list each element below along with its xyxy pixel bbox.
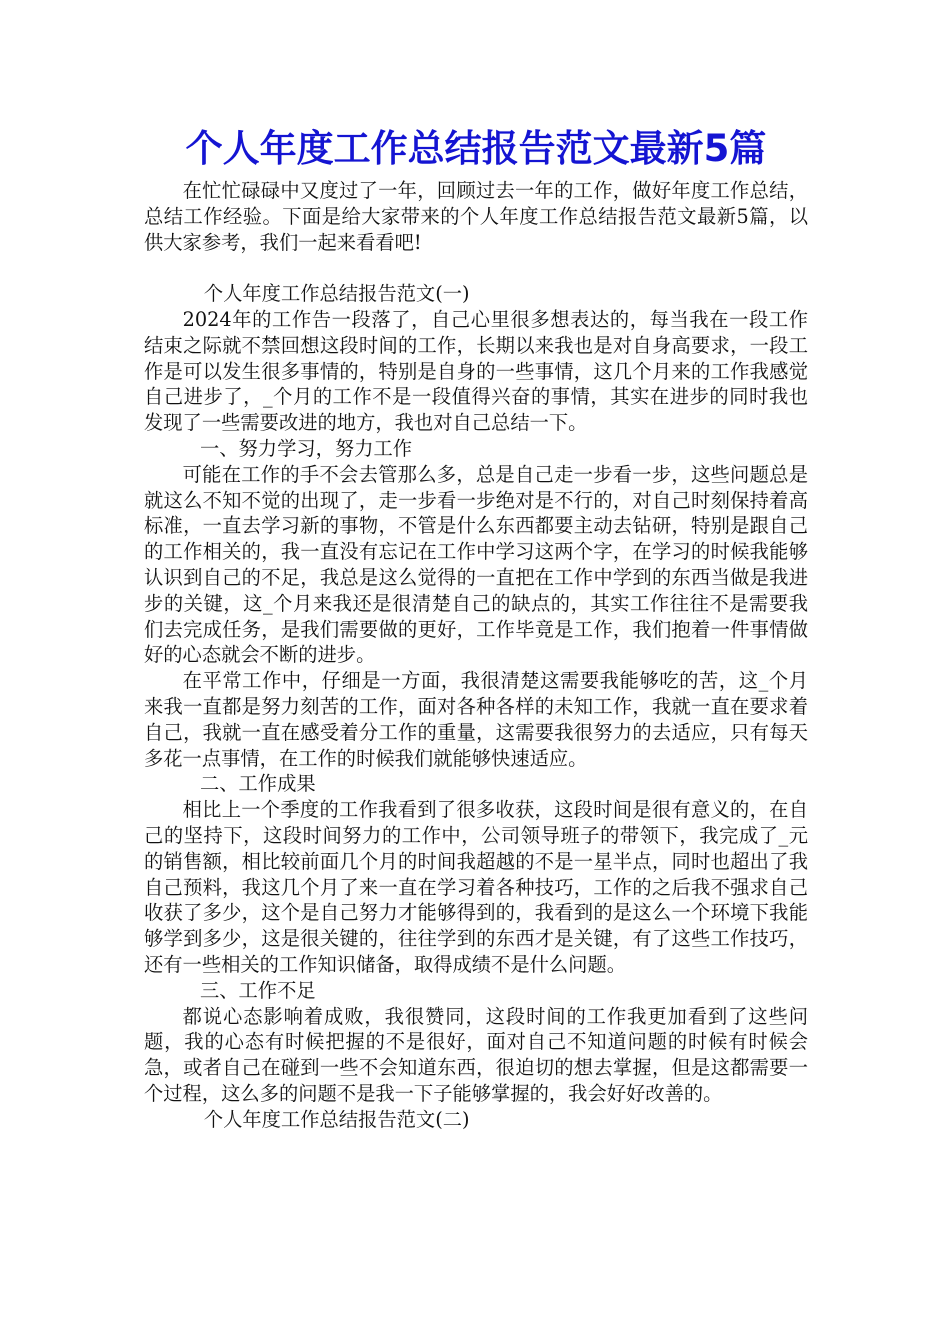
- intro-paragraph: 在忙忙碌碌中又度过了一年，回顾过去一年的工作，做好年度工作总结，总结工作经验。下面是给大家带来的个人年度工作总结报告范文最新5篇，以供大家参考，我们一起来看看吧!: [144, 179, 808, 254]
- paragraph-spacer: [144, 255, 808, 281]
- section-heading-2: 个人年度工作总结报告范文(二): [203, 1107, 470, 1131]
- section-heading-1: 个人年度工作总结报告范文(一): [203, 282, 470, 306]
- subheading-shortcomings: 三、工作不足: [199, 978, 316, 1002]
- section1-paragraph: 2024年的工作告一段落了，自己心里很多想表达的，每当我在一段工作结束之际就不禁回想这段时间的工作，长期以来我也是对自身高要求，一段工作是可以发生很多事情的，特别是自身的一些事情，这几个月来的工作我感觉自己进步了，_个月的工作不是一段值得兴奋的事情，其实在进步的同时我也发现了一些需要改进的地方，我也对自己总结一下。: [144, 307, 808, 435]
- results-paragraph: 相比上一个季度的工作我看到了很多收获，这段时间是很有意义的，在自己的坚持下，这段时间努力的工作中，公司领导班子的带领下，我完成了_元的销售额，相比较前面几个月的时间我超越的不是一星半点，同时也超出了我自己预料，我这几个月了来一直在学习着各种技巧，工作的之后我不强求自己收获了多少，这个是自己努力才能够得到的，我看到的是这么一个环境下我能够学到多少，这是很关键的，往往学到的东西才是关键，有了这些工作技巧，还有一些相关的工作知识储备，取得成绩不是什么问题。: [144, 798, 808, 976]
- document-page: [144, 120, 808, 1132]
- shortcomings-paragraph: 都说心态影响着成败，我很赞同，这段时间的工作我更加看到了这些问题，我的心态有时候把握的不是很好，面对自己不知道问题的时候有时候会急，或者自己在碰到一些不会知道东西，很迫切的想去掌握，但是这都需要一个过程，这么多的问题不是我一下子能够掌握的，我会好好改善的。: [144, 1004, 808, 1105]
- study-work-paragraph-2: 在平常工作中，仔细是一方面，我很清楚这需要我能够吃的苦，这_个月来我一直都是努力刻苦的工作，面对各种各样的未知工作，我就一直在要求着自己，我就一直在感受着分工作的重量，这需要我很努力的去适应，只有每天多花一点事情，在工作的时候我们就能够快速适应。: [144, 669, 808, 770]
- subheading-results: 二、工作成果: [199, 772, 316, 796]
- study-work-paragraph-1: 可能在工作的手不会去管那么多，总是自己走一步看一步，这些问题总是就这么不知不觉的出现了，走一步看一步绝对是不行的，对自己时刻保持着高标准，一直去学习新的事物，不管是什么东西都要主动去钻研，特别是跟自己的工作相关的，我一直没有忘记在工作中学习这两个字，在学习的时候我能够认识到自己的不足，我总是这么觉得的一直把在工作中学到的东西当做是我进步的关键，这_个月来我还是很清楚自己的缺点的，其实工作往往不是需要我们去完成任务，是我们需要做的更好，工作毕竟是工作，我们抱着一件事情做好的心态就会不断的进步。: [144, 462, 808, 667]
- subheading-study-work: 一、努力学习，努力工作: [199, 436, 413, 460]
- document-title: 个人年度工作总结报告范文最新5篇: [185, 127, 767, 170]
